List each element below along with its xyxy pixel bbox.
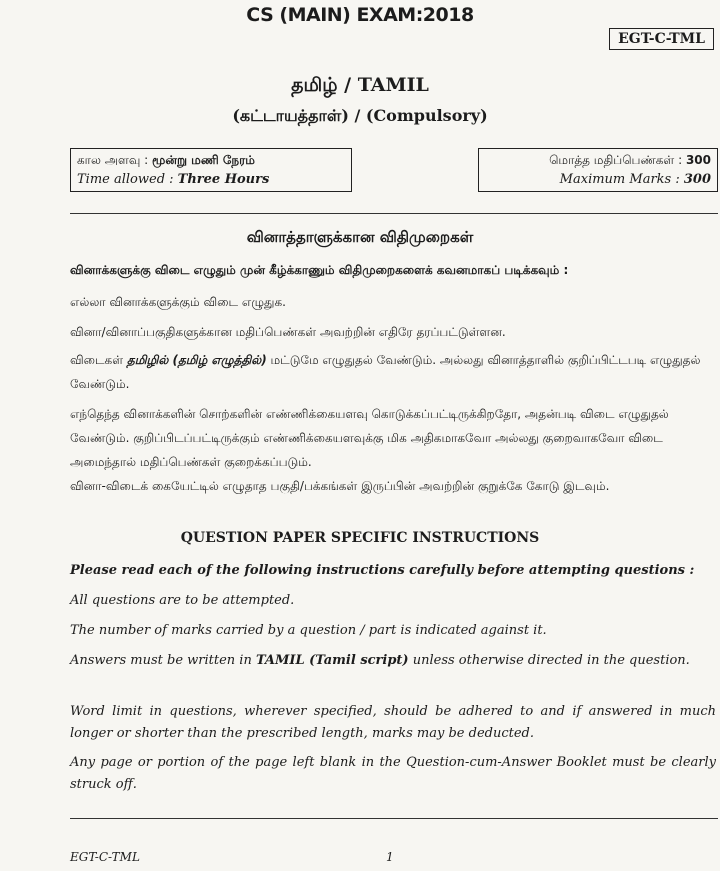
time-value-tamil: மூன்று மணி நேரம் xyxy=(152,153,255,167)
tamil-instruction-3-bold: தமிழில் (தமிழ் எழுத்தில்) xyxy=(126,353,267,367)
english-instruction-1: All questions are to be attempted. xyxy=(70,593,295,608)
marks-tamil xyxy=(485,151,711,170)
english-instruction-3-post: unless otherwise directed in the question. xyxy=(408,653,690,668)
tamil-instruction-4: எந்தெந்த வினாக்களின் சொற்களின் எண்ணிக்கையளவு கொடுக்கப்பட்டிருக்கிறதோ, அதன்படி விடை எழுதுதல் வேண்டும். குறிப்பிடப்பட்டிருக்கும் எண்ணிக்கையளவுக்கு மிக அதிகமாகவோ அல்லது குறைவாகவோ விடை அமைந்தால் மதிப்பெண்கள் குறைக்கப்படும். xyxy=(70,407,669,469)
footer-paper-code: EGT-C-TML xyxy=(70,850,140,864)
tamil-instruction-3 xyxy=(70,348,716,396)
english-instruction-5: Any page or portion of the page left blank in the Question-cum-Answer Booklet must be clearly struck off. xyxy=(70,755,716,792)
time-label-english: Time allowed : xyxy=(77,172,178,187)
tamil-instructions-intro: வினாக்களுக்கு விடை எழுதும் முன் கீழ்க்காணும் விதிமுறைகளைக் கவனமாகப் படிக்கவும் : xyxy=(70,263,569,277)
english-instruction-4: Word limit in questions, wherever specified, should be adhered to and if answered in much longer or shorter than the prescribed length, marks may be deducted. xyxy=(70,704,716,741)
footer-page-number: 1 xyxy=(386,850,394,864)
tamil-instruction-3-post: மட்டுமே எழுதுதல் வேண்டும். அல்லது வினாத்தாளில் குறிப்பிட்டபடி எழுதுதல் வேண்டும். xyxy=(70,353,701,391)
tamil-instruction-1: எல்லா வினாக்களுக்கும் விடை எழுதுக. xyxy=(70,295,286,309)
time-label-tamil: கால அளவு : xyxy=(77,153,153,167)
paper-type: (கட்டாயத்தாள்) / (Compulsory) xyxy=(232,106,488,125)
time-allowed-box xyxy=(70,148,352,192)
time-allowed-english xyxy=(77,170,345,189)
marks-value-tamil: 300 xyxy=(685,153,711,167)
marks-english xyxy=(485,170,711,189)
time-allowed-tamil xyxy=(77,151,345,170)
subject-title: தமிழ் / TAMIL xyxy=(291,74,429,96)
marks-label-english: Maximum Marks : xyxy=(559,172,684,187)
english-instructions-intro: Please read each of the following instructions carefully before attempting questions : xyxy=(70,563,695,578)
english-instruction-3-bold: TAMIL (Tamil script) xyxy=(255,653,409,668)
tamil-instruction-2: வினா/வினாப்பகுதிகளுக்கான மதிப்பெண்கள் அவற்றின் எதிரே தரப்பட்டுள்ளன. xyxy=(70,325,506,339)
english-instruction-3-pre: Answers must be written in xyxy=(70,653,256,668)
paper-code-box: EGT-C-TML xyxy=(609,28,714,50)
time-value-english: Three Hours xyxy=(177,172,270,187)
tamil-instructions-heading: வினாத்தாளுக்கான விதிமுறைகள் xyxy=(246,228,474,246)
divider-bottom xyxy=(70,818,718,819)
divider-top xyxy=(70,213,718,214)
exam-title: CS (MAIN) EXAM:2018 xyxy=(246,4,474,26)
maximum-marks-box xyxy=(478,148,718,192)
english-instruction-2: The number of marks carried by a question / part is indicated against it. xyxy=(70,623,547,638)
marks-label-tamil: மொத்த மதிப்பெண்கள் : xyxy=(549,153,686,167)
tamil-instruction-5: வினா-விடைக் கையேட்டில் எழுதாத பகுதி/பக்கங்கள் இருப்பின் அவற்றின் குறுக்கே கோடு இடவும். xyxy=(70,479,610,493)
marks-value-english: 300 xyxy=(683,172,711,187)
english-instruction-3 xyxy=(70,650,716,672)
english-instructions-heading: QUESTION PAPER SPECIFIC INSTRUCTIONS xyxy=(180,530,540,546)
tamil-instruction-3-pre: விடைகள் xyxy=(70,353,127,367)
